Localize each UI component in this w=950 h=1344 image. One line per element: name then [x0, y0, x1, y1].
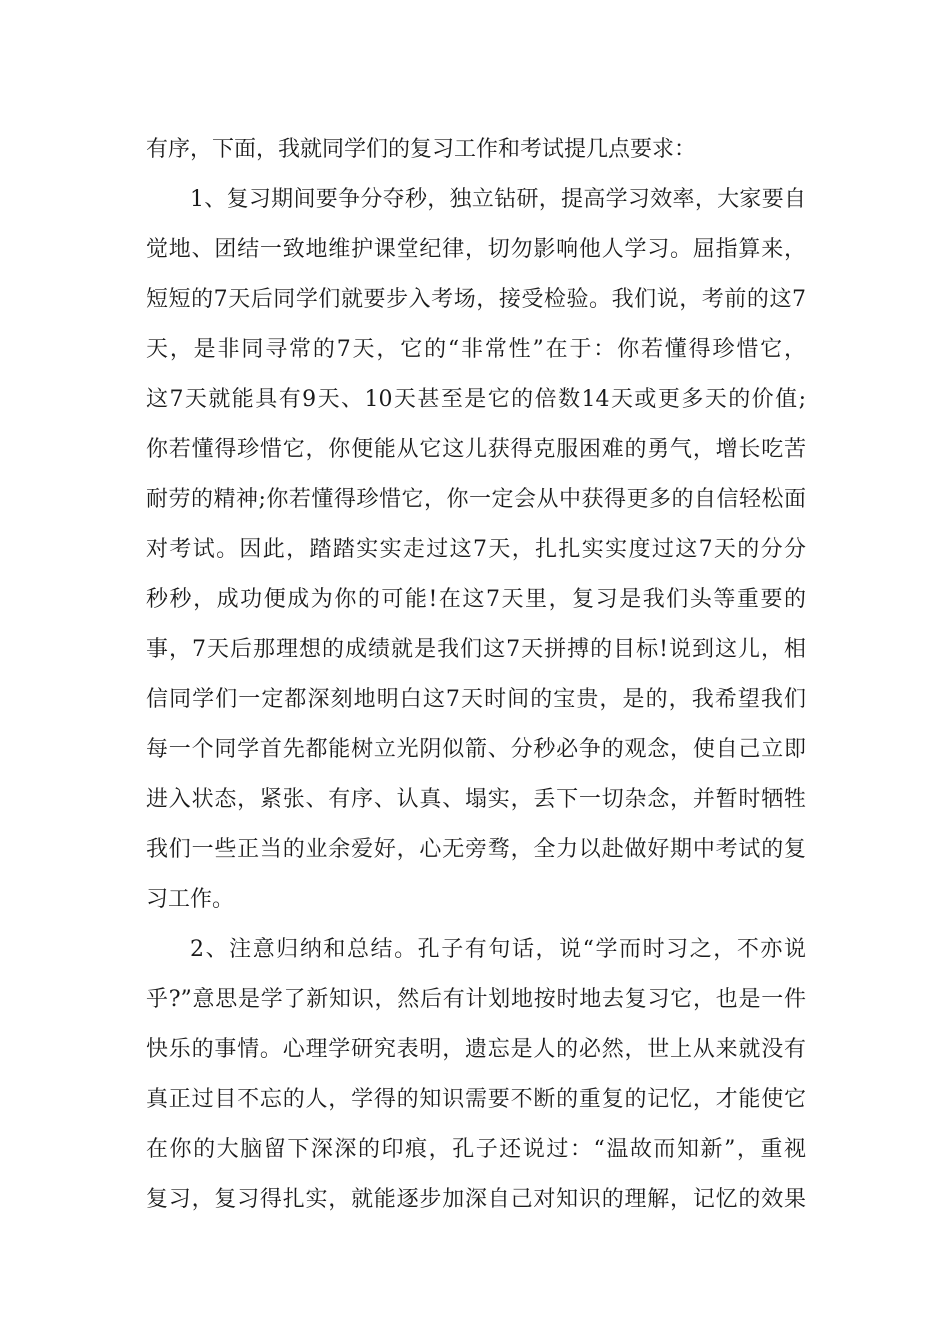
- text-line: 耐劳的精神;你若懂得珍惜它，你一定会从中获得更多的自信轻松面: [146, 487, 806, 512]
- text-line: 有序，下面，我就同学们的复习工作和考试提几点要求：: [146, 137, 697, 162]
- text-line: 天，是非同寻常的7天，它的“非常性”在于：你若懂得珍惜它，: [146, 337, 806, 362]
- text-line: 你若懂得珍惜它，你便能从它这儿获得克服困难的勇气，增长吃苦: [146, 437, 806, 462]
- text-line: 快乐的事情。心理学研究表明，遗忘是人的必然，世上从来就没有: [146, 1037, 806, 1062]
- text-line: 习工作。: [146, 887, 235, 912]
- text-line: 复习，复习得扎实，就能逐步加深自己对知识的理解，记忆的效果: [146, 1187, 806, 1212]
- text-line: 这7天就能具有9天、10天甚至是它的倍数14天或更多天的价值;: [146, 387, 806, 412]
- text-line: 在你的大脑留下深深的印痕，孔子还说过：“温故而知新”，重视: [146, 1137, 806, 1162]
- paragraph-2-start: 2、注意归纳和总结。孔子有句话，说“学而时习之，不亦说: [190, 937, 806, 962]
- text-line: 觉地、团结一致地维护课堂纪律，切勿影响他人学习。屈指算来，: [146, 237, 806, 262]
- text-line: 短短的7天后同学们就要步入考场，接受检验。我们说，考前的这7: [146, 287, 806, 312]
- text-line: 真正过目不忘的人，学得的知识需要不断的重复的记忆，才能使它: [146, 1087, 806, 1112]
- text-line: 进入状态，紧张、有序、认真、塌实，丢下一切杂念，并暂时牺牲: [146, 787, 806, 812]
- text-line: 乎?”意思是学了新知识，然后有计划地按时地去复习它，也是一件: [146, 987, 806, 1012]
- text-line: 我们一些正当的业余爱好，心无旁骛，全力以赴做好期中考试的复: [146, 837, 806, 862]
- paragraph-1-start: 1、复习期间要争分夺秒，独立钻研，提高学习效率，大家要自: [190, 187, 806, 212]
- text-line: 对考试。因此，踏踏实实走过这7天，扎扎实实度过这7天的分分: [146, 537, 806, 562]
- text-line: 事，7天后那理想的成绩就是我们这7天拼搏的目标!说到这儿，相: [146, 637, 806, 662]
- text-line: 秒秒，成功便成为你的可能!在这7天里，复习是我们头等重要的: [146, 587, 806, 612]
- text-line: 每一个同学首先都能树立光阴似箭、分秒必争的观念，使自己立即: [146, 737, 806, 762]
- text-line: 信同学们一定都深刻地明白这7天时间的宝贵，是的，我希望我们: [146, 687, 806, 712]
